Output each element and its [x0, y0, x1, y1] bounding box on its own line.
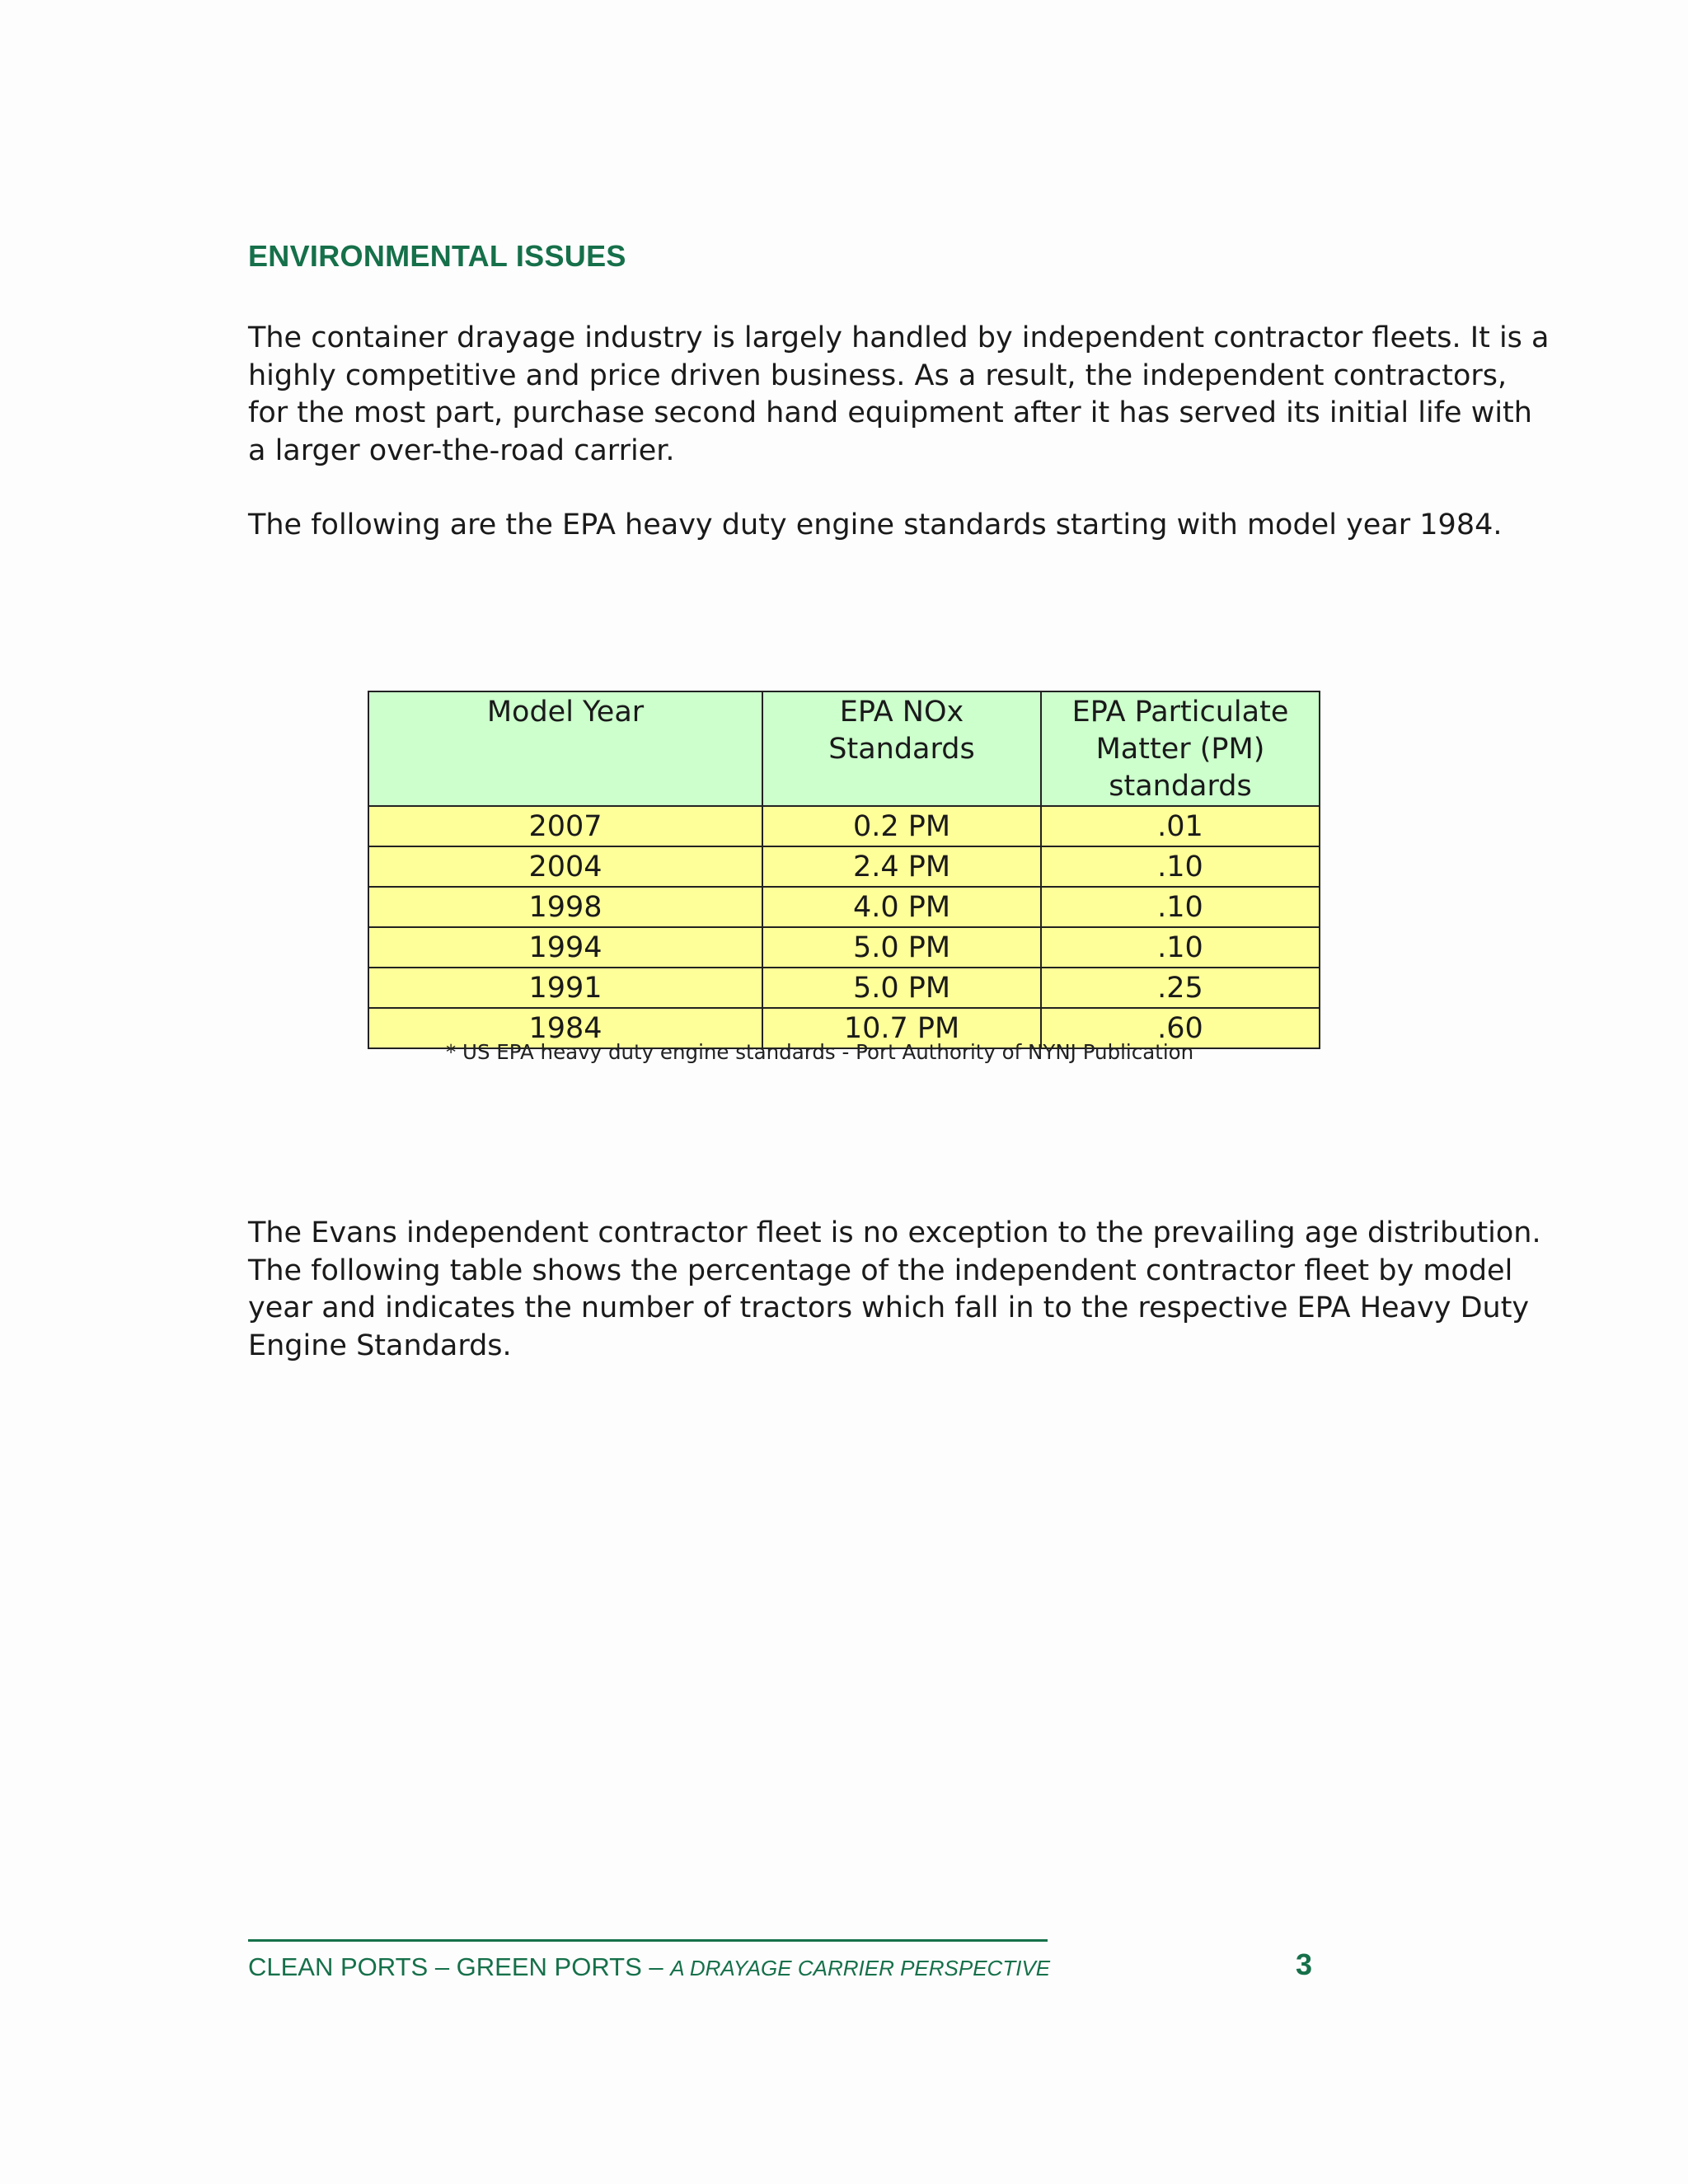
- header-pm-standards: EPA Particulate Matter (PM) standards: [1041, 691, 1320, 806]
- epa-standards-table-container: [368, 691, 1320, 1049]
- table-row: [368, 887, 1320, 927]
- header-nox-standards: EPA NOx Standards: [762, 691, 1041, 806]
- standards-lead-paragraph: The following are the EPA heavy duty engine standards starting with model year 1984.: [248, 509, 1503, 541]
- cell-model-year: 1998: [368, 887, 762, 927]
- section-heading: ENVIRONMENTAL ISSUES: [248, 239, 626, 273]
- epa-standards-table: [368, 691, 1320, 1049]
- cell-pm: .10: [1041, 887, 1320, 927]
- cell-model-year: 2007: [368, 806, 762, 846]
- cell-pm: .10: [1041, 927, 1320, 968]
- footer-title: [248, 1952, 1050, 1982]
- footer-divider: [248, 1939, 1048, 1942]
- table-row: [368, 968, 1320, 1008]
- header-model-year: Model Year: [368, 691, 762, 806]
- cell-nox: 10.7 PM: [762, 1008, 1041, 1048]
- intro-paragraph: The container drayage industry is largely handled by independent contractor fleets. It is a highly competitive and price driven business. As a result, the independent contractors, for the most part, purchase second hand equipment after it has served its initial life with a larger over-the-road carrier.: [248, 321, 1550, 467]
- cell-nox: 2.4 PM: [762, 846, 1041, 887]
- cell-nox: 0.2 PM: [762, 806, 1041, 846]
- cell-nox: 5.0 PM: [762, 968, 1041, 1008]
- cell-model-year: 1994: [368, 927, 762, 968]
- fleet-paragraph: The Evans independent contractor fleet is no exception to the prevailing age distribution. The following table shows the percentage of the independent contractor fleet by model year and indicates the number of tractors which fall in to the respective EPA Heavy Duty Engine Standards.: [248, 1216, 1541, 1362]
- cell-pm: .25: [1041, 968, 1320, 1008]
- cell-pm: .10: [1041, 846, 1320, 887]
- cell-model-year: 1984: [368, 1008, 762, 1048]
- cell-pm: .60: [1041, 1008, 1320, 1048]
- cell-nox: 5.0 PM: [762, 927, 1041, 968]
- footer-title-main: CLEAN PORTS – GREEN PORTS –: [248, 1952, 671, 1981]
- page-number: 3: [1296, 1947, 1313, 1981]
- cell-model-year: 2004: [368, 846, 762, 887]
- footer-subtitle: A DRAYAGE CARRIER PERSPECTIVE: [670, 1956, 1051, 1980]
- table-caption: * US EPA heavy duty engine standards - Port Authority of NYNJ Publication: [446, 1040, 1194, 1064]
- table-header-row: [368, 691, 1320, 806]
- cell-nox: 4.0 PM: [762, 887, 1041, 927]
- table-row: [368, 846, 1320, 887]
- cell-pm: .01: [1041, 806, 1320, 846]
- table-row: [368, 927, 1320, 968]
- table-row: [368, 806, 1320, 846]
- cell-model-year: 1991: [368, 968, 762, 1008]
